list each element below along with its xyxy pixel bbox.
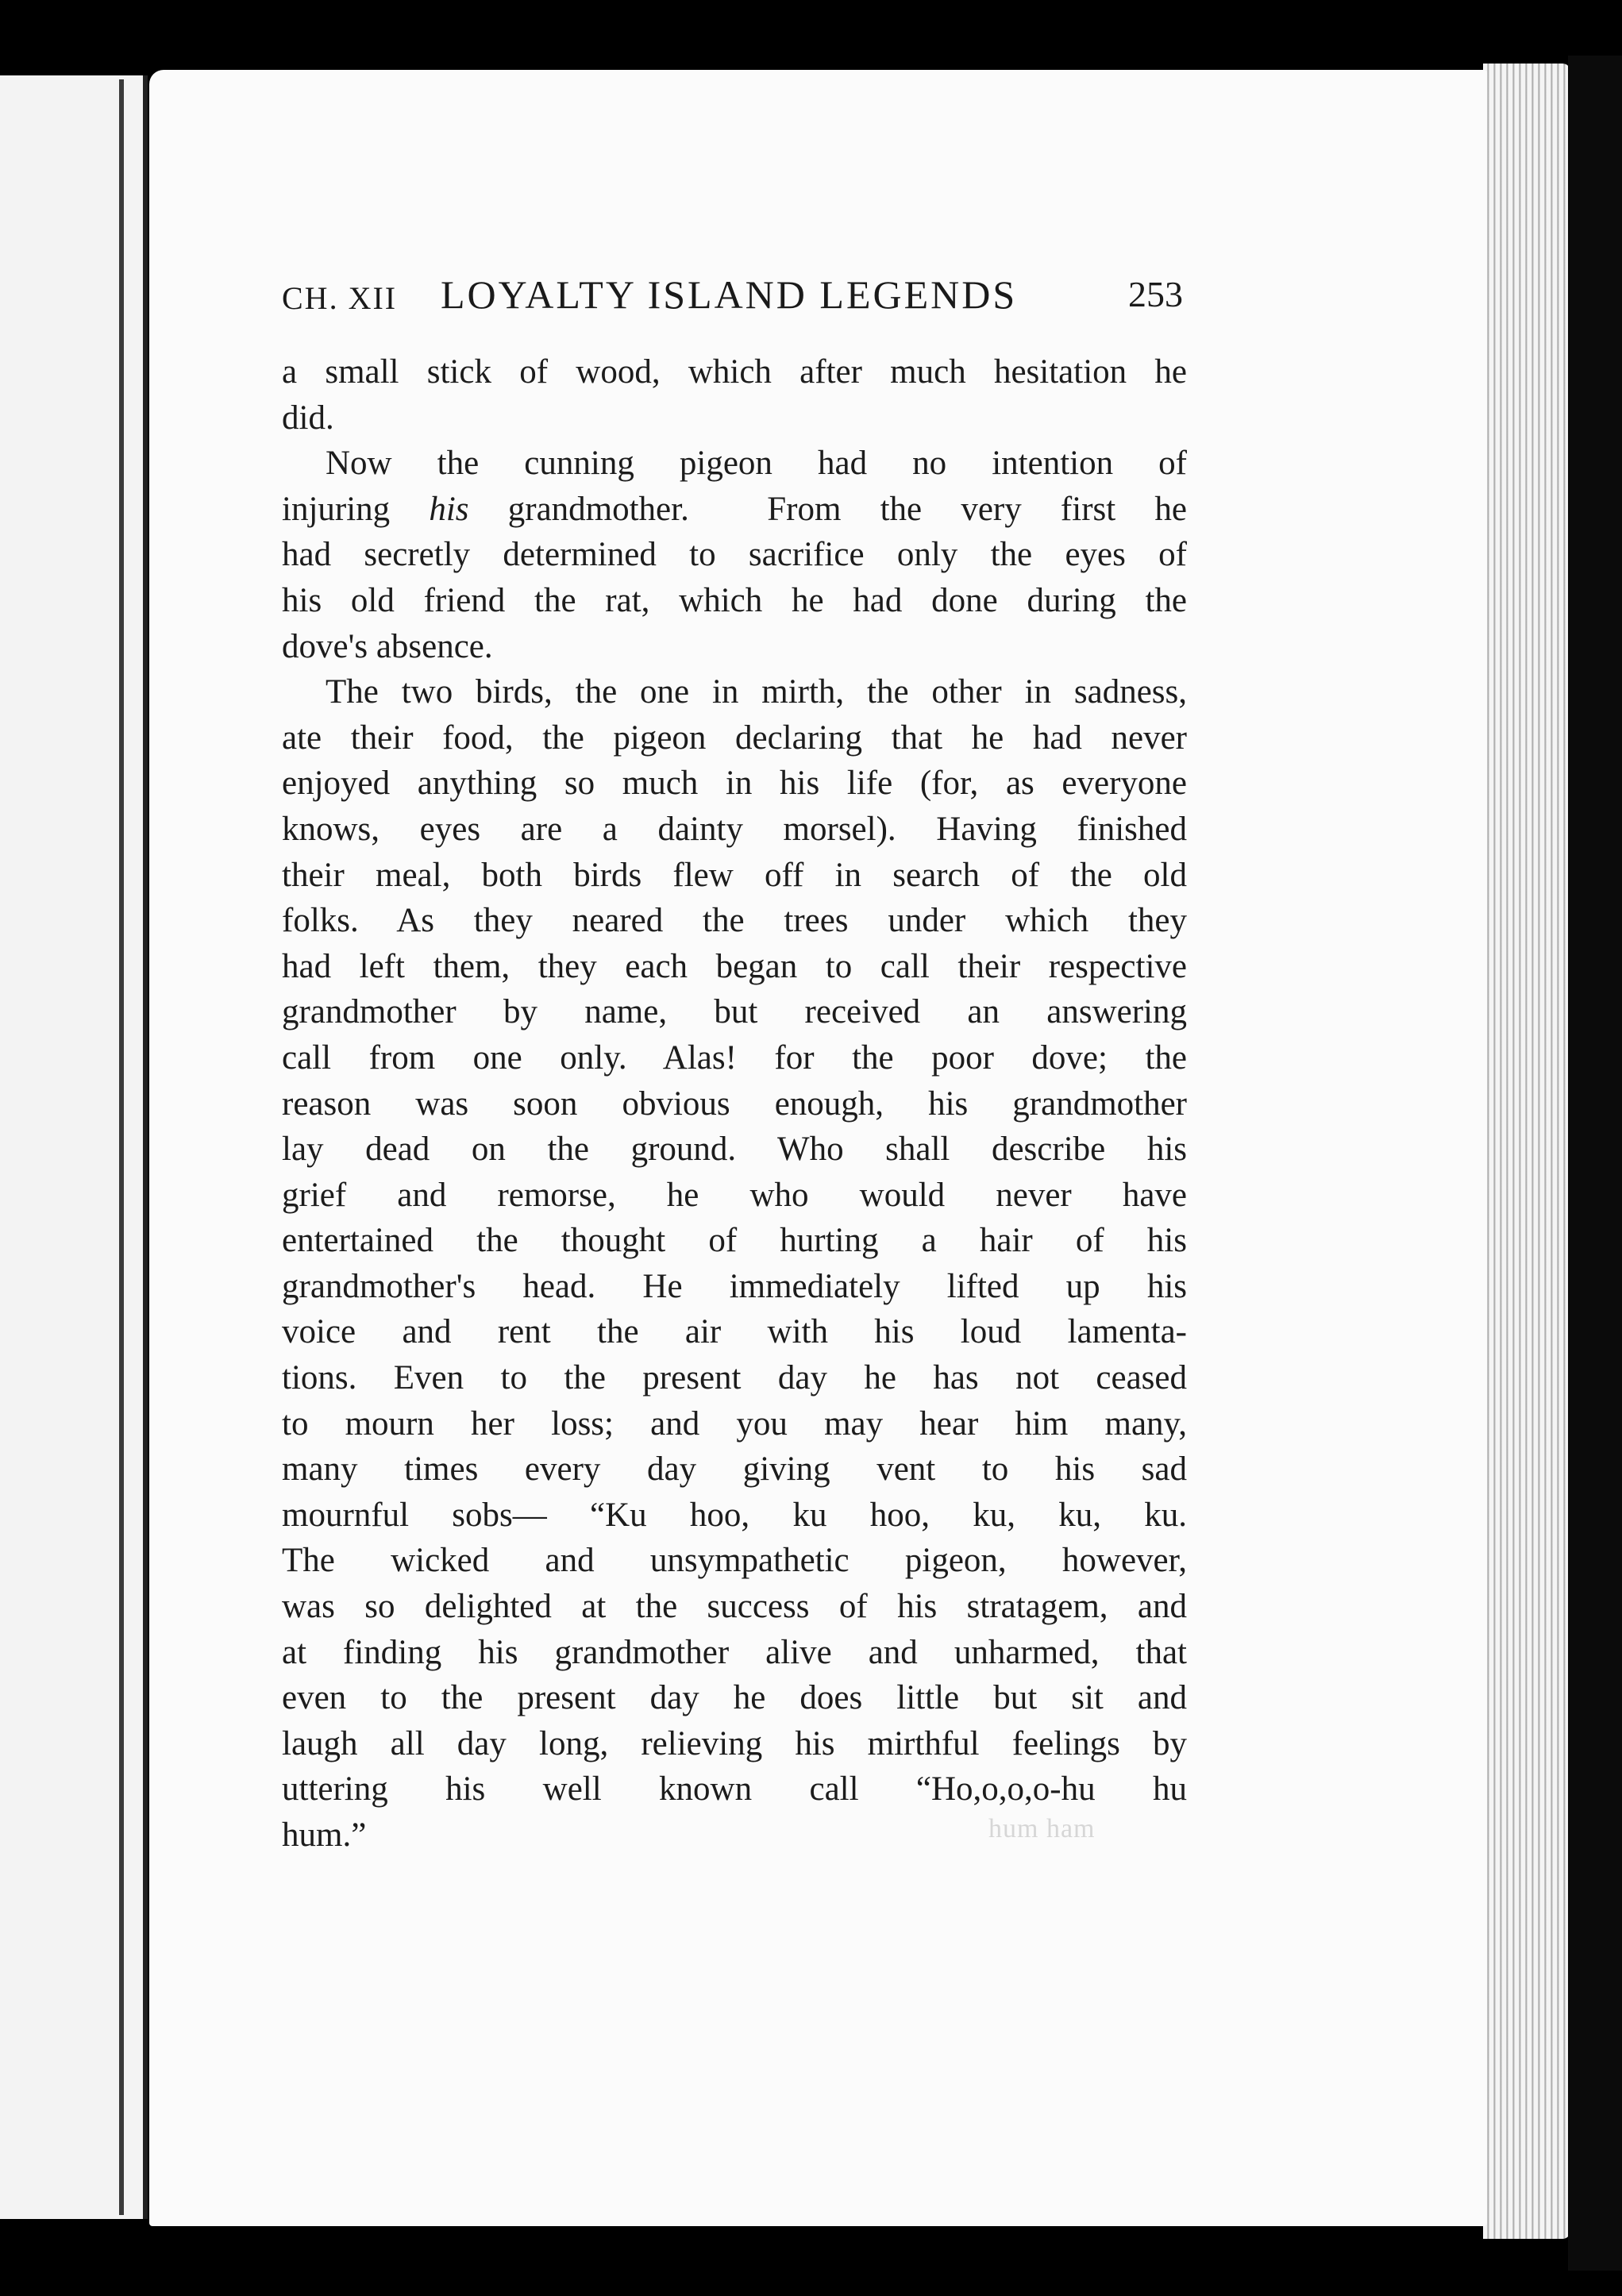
text-line: call from one only. Alas! for the poor dove; the	[282, 1038, 1187, 1077]
scan-background	[1568, 56, 1622, 2271]
running-head	[282, 268, 1183, 324]
body-text	[282, 349, 1187, 1859]
binding-shadow	[119, 79, 124, 2215]
text-line: mournful sobs— “Ku hoo, ku hoo, ku, ku, ku.	[282, 1496, 1187, 1534]
text-line: his old friend the rat, which he had done during the	[282, 581, 1187, 619]
previous-page-edge	[0, 75, 148, 2219]
text-line: dove's absence.	[282, 627, 493, 665]
page-number: 253	[1128, 274, 1183, 314]
text-line: enjoyed anything so much in his life (for, as everyone	[282, 765, 1187, 803]
text-line: hum.”	[282, 1816, 367, 1854]
text-line: The two birds, the one in mirth, the other in sadness,	[326, 673, 1187, 711]
text-line: lay dead on the ground. Who shall describe his	[282, 1131, 1187, 1169]
page-stack-edges	[1483, 64, 1570, 2239]
text-line: voice and rent the air with his loud lamenta-	[282, 1313, 1187, 1351]
text-line: was so delighted at the success of his stratagem, and	[282, 1588, 1187, 1626]
text-line: grandmother by name, but received an answering	[282, 993, 1187, 1031]
text-line: grandmother's head. He immediately lifted up his	[282, 1267, 1187, 1305]
text-line: to mourn her loss; and you may hear him many,	[282, 1404, 1187, 1443]
text-line: laugh all day long, relieving his mirthful feelings by	[282, 1724, 1187, 1762]
emphasis-his: his	[429, 490, 469, 528]
text-line: did.	[282, 399, 334, 437]
text-line: ate their food, the pigeon declaring that he had never	[282, 718, 1187, 757]
text-line: at finding his grandmother alive and unharmed, that	[282, 1633, 1187, 1671]
running-title: LOYALTY ISLAND LEGENDS	[441, 272, 1018, 317]
text-line: entertained the thought of hurting a hair of his	[282, 1222, 1187, 1260]
text-line: grief and remorse, he who would never have	[282, 1176, 1187, 1214]
text-line: uttering his well known call “Ho,o,o,o-hu hu	[282, 1770, 1187, 1809]
text-line: many times every day giving vent to his sad	[282, 1450, 1187, 1489]
text-line: Now the cunning pigeon had no intention of	[326, 445, 1187, 483]
text-line: their meal, both birds flew off in search of the old	[282, 856, 1187, 894]
text-line: reason was soon obvious enough, his grandmother	[282, 1084, 1187, 1123]
text-line: knows, eyes are a dainty morsel). Having finished	[282, 810, 1187, 848]
text-line: tions. Even to the present day he has not ceased	[282, 1359, 1187, 1397]
text-line: had left them, they each began to call their respective	[282, 947, 1187, 985]
text-line: folks. As they neared the trees under which they	[282, 902, 1187, 940]
text-line: injuring his grandmother. From the very first he	[282, 490, 1187, 528]
text-line: a small stick of wood, which after much hesitation he	[282, 353, 1187, 391]
chapter-label: CH. XII	[282, 280, 398, 316]
show-through-text: hum ham	[988, 1814, 1096, 1843]
text-line: even to the present day he does little but sit and	[282, 1679, 1187, 1717]
text-line: The wicked and unsympathetic pigeon, however,	[282, 1542, 1187, 1580]
text-line: had secretly determined to sacrifice only the eyes of	[282, 536, 1187, 574]
